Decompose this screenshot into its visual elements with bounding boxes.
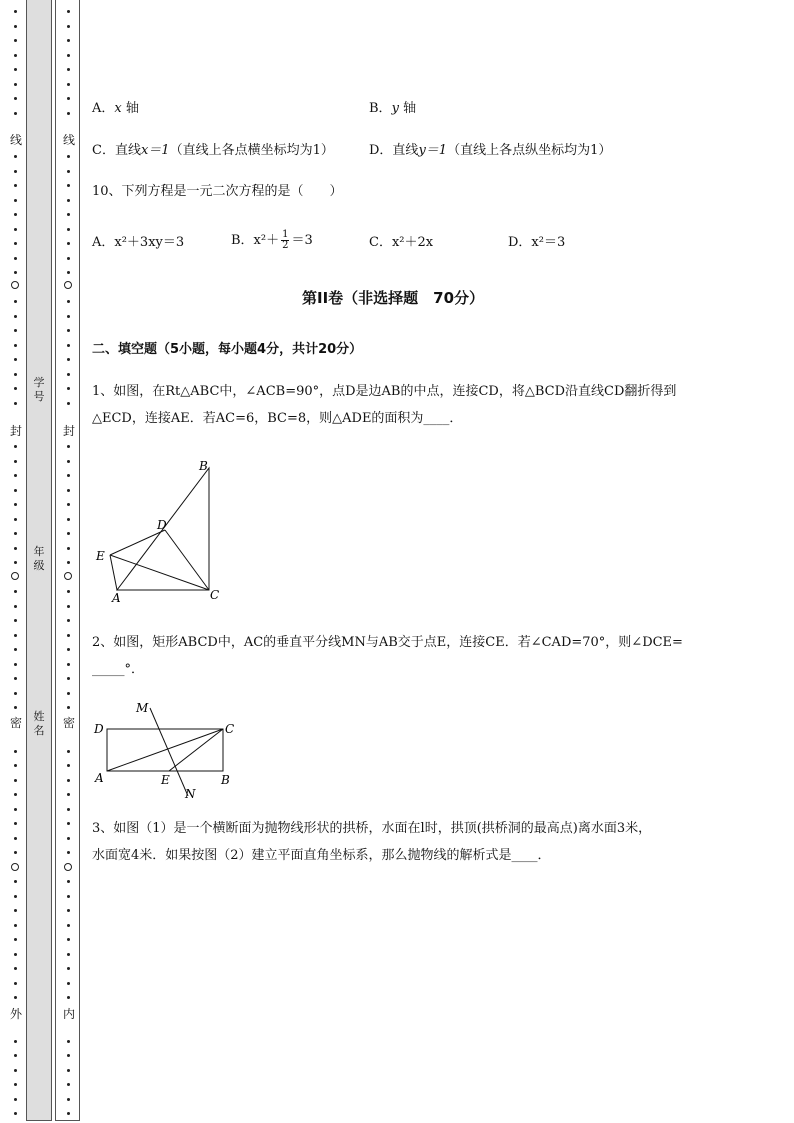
binding-dot	[14, 938, 17, 941]
binding-dot	[67, 663, 70, 666]
q10-option-a: A．x²＋3xy＝3	[92, 235, 185, 250]
binding-dot	[14, 648, 17, 651]
binding-ring	[64, 281, 72, 289]
inner-mark-feng: 封	[63, 424, 76, 438]
binding-dot	[14, 445, 17, 448]
binding-dot	[14, 489, 17, 492]
binding-dot	[67, 895, 70, 898]
binding-dot	[14, 402, 17, 405]
label-d: D	[157, 518, 167, 532]
binding-dot	[67, 924, 70, 927]
binding-dot	[14, 619, 17, 622]
binding-dot	[67, 184, 70, 187]
binding-dot	[67, 1069, 70, 1072]
binding-dot	[14, 68, 17, 71]
binding-ring	[64, 572, 72, 580]
binding-dot	[67, 793, 70, 796]
binding-dot	[67, 764, 70, 767]
binding-dot	[14, 300, 17, 303]
segment-ed	[110, 530, 165, 555]
binding-dot	[67, 605, 70, 608]
binding-dot	[14, 1112, 17, 1115]
label-c2: C	[225, 722, 235, 736]
fill-blank-section-title: 二、填空题（5小题，每小题4分，共计20分）	[92, 342, 363, 357]
binding-ring	[11, 863, 19, 871]
binding-dot	[67, 358, 70, 361]
binding-dot	[67, 1098, 70, 1101]
binding-dot	[67, 953, 70, 956]
segment-ec	[110, 555, 209, 590]
binding-dot	[67, 634, 70, 637]
binding-dot	[67, 982, 70, 985]
fraction-one-half: $\frac{1}{2}$	[282, 229, 289, 251]
binding-dot	[67, 387, 70, 390]
binding-dot	[67, 909, 70, 912]
outer-mark-feng: 封	[10, 424, 23, 438]
binding-dot	[67, 300, 70, 303]
binding-dot	[67, 489, 70, 492]
binding-dot	[67, 460, 70, 463]
inner-mark-xian: 线	[63, 133, 76, 147]
q1-text-line1: 1、如图，在Rt△ABC中，∠ACB=90°，点D是边AB的中点，连接CD，将△BCD沿直线CD翻折得到	[92, 384, 677, 399]
binding-dot	[14, 996, 17, 999]
label-e2: E	[161, 773, 170, 787]
binding-dot	[67, 242, 70, 245]
binding-dot	[67, 39, 70, 42]
binding-dot	[67, 503, 70, 506]
binding-dot	[14, 764, 17, 767]
binding-dot	[14, 967, 17, 970]
binding-dot	[14, 329, 17, 332]
binding-dot	[67, 228, 70, 231]
binding-dot	[14, 25, 17, 28]
binding-dot	[14, 982, 17, 985]
binding-dot	[14, 39, 17, 42]
part2-title: 第II卷（非选择题 70分）	[302, 289, 485, 307]
binding-dot	[14, 97, 17, 100]
binding-dot	[67, 54, 70, 57]
binding-dot	[67, 97, 70, 100]
binding-dot	[14, 271, 17, 274]
binding-dot	[14, 1040, 17, 1043]
q9-option-d: D．直线y＝1（直线上各点纵坐标均为1）	[369, 143, 612, 158]
binding-dot	[67, 112, 70, 115]
inner-mark-mi: 密	[63, 716, 76, 730]
label-d2: D	[94, 722, 104, 736]
q3-text-line2: 水面宽4米．如果按图（2）建立平面直角坐标系，那么抛物线的解析式是____．	[92, 848, 551, 863]
q2-rectangle-figure	[92, 696, 242, 804]
binding-dot	[67, 779, 70, 782]
binding-dot	[67, 822, 70, 825]
binding-dot	[67, 1083, 70, 1086]
binding-dot	[14, 793, 17, 796]
label-m: M	[136, 701, 149, 715]
label-a2: A	[95, 771, 104, 785]
binding-dot	[14, 851, 17, 854]
q1-text-line2: △ECD，连接AE．若AC=6，BC=8，则△ADE的面积为____．	[92, 411, 463, 426]
binding-dot	[14, 315, 17, 318]
binding-dot	[67, 402, 70, 405]
binding-dot	[67, 83, 70, 86]
binding-dot	[14, 10, 17, 13]
binding-dot	[14, 155, 17, 158]
binding-dot	[14, 518, 17, 521]
binding-dot	[14, 83, 17, 86]
binding-dot	[14, 1098, 17, 1101]
binding-dot	[14, 344, 17, 347]
binding-dot	[14, 532, 17, 535]
binding-dot	[14, 677, 17, 680]
binding-dot	[14, 750, 17, 753]
binding-ring	[11, 281, 19, 289]
binding-dot	[14, 257, 17, 260]
binding-dot	[14, 561, 17, 564]
binding-dot	[67, 677, 70, 680]
q10-option-c: C．x²＋2x	[369, 235, 434, 250]
binding-ring	[11, 572, 19, 580]
binding-dot	[14, 54, 17, 57]
binding-dot	[14, 706, 17, 709]
binding-dot	[14, 184, 17, 187]
q10-option-b: B．x²＋ $\frac{1}{2}$ ＝3	[231, 229, 313, 251]
q9-option-a: A．x 轴	[92, 101, 139, 116]
binding-dot	[14, 909, 17, 912]
outer-dotted-line	[10, 0, 22, 1123]
binding-dot	[14, 779, 17, 782]
binding-dot	[14, 953, 17, 956]
q3-text-line1: 3、如图（1）是一个横断面为抛物线形状的拱桥，水面在l时，拱顶(拱桥洞的最高点)离水面3米，	[92, 821, 652, 836]
binding-dot	[14, 605, 17, 608]
binding-dot	[67, 213, 70, 216]
binding-dot	[67, 474, 70, 477]
binding-dot	[14, 373, 17, 376]
binding-dot	[14, 808, 17, 811]
binding-dot	[67, 590, 70, 593]
label-b: B	[199, 459, 208, 473]
binding-dot	[67, 199, 70, 202]
label-c: C	[210, 588, 220, 602]
binding-dot	[67, 706, 70, 709]
field-student-id: 学号	[33, 376, 45, 403]
binding-dot	[67, 344, 70, 347]
binding-dot	[67, 10, 70, 13]
binding-dot	[67, 315, 70, 318]
binding-dot	[14, 199, 17, 202]
binding-dot	[67, 532, 70, 535]
binding-dot	[14, 503, 17, 506]
binding-dot	[14, 358, 17, 361]
binding-dot	[14, 822, 17, 825]
binding-dot	[67, 648, 70, 651]
binding-dot	[67, 938, 70, 941]
label-n: N	[185, 787, 196, 801]
binding-dot	[67, 271, 70, 274]
binding-dot	[67, 257, 70, 260]
segment-ce	[169, 729, 223, 771]
binding-dot	[14, 474, 17, 477]
binding-dot	[14, 692, 17, 695]
binding-dot	[14, 663, 17, 666]
q10-option-d: D．x²＝3	[508, 235, 566, 250]
binding-dot	[67, 750, 70, 753]
binding-dot	[67, 561, 70, 564]
binding-dot	[14, 880, 17, 883]
inner-dotted-line	[63, 0, 75, 1123]
binding-dot	[67, 518, 70, 521]
segment-cd	[165, 530, 209, 590]
binding-dot	[67, 1054, 70, 1057]
label-e: E	[96, 549, 105, 563]
outer-mark-xian: 线	[10, 133, 23, 147]
binding-dot	[67, 68, 70, 71]
binding-dot	[67, 1112, 70, 1115]
binding-dot	[67, 851, 70, 854]
inner-mark-nei: 内	[63, 1007, 76, 1021]
binding-dot	[14, 547, 17, 550]
binding-dot	[67, 808, 70, 811]
binding-dot	[67, 170, 70, 173]
binding-dot	[67, 373, 70, 376]
binding-dot	[67, 329, 70, 332]
label-b2: B	[221, 773, 230, 787]
q10-stem: 10、下列方程是一元二次方程的是（ ）	[92, 184, 343, 199]
binding-dot	[14, 228, 17, 231]
binding-dot	[14, 1069, 17, 1072]
binding-dot	[67, 880, 70, 883]
binding-dot	[67, 996, 70, 999]
q2-text-line2: _____°．	[92, 662, 145, 677]
binding-dot	[14, 895, 17, 898]
binding-dot	[14, 837, 17, 840]
binding-dot	[67, 1040, 70, 1043]
q9-option-c: C．直线x＝1（直线上各点横坐标均为1）	[92, 143, 334, 158]
binding-dot	[14, 213, 17, 216]
binding-dot	[67, 155, 70, 158]
binding-dot	[14, 460, 17, 463]
binding-dot	[14, 634, 17, 637]
binding-dot	[14, 170, 17, 173]
label-a: A	[112, 591, 121, 605]
binding-dot	[14, 924, 17, 927]
binding-dot	[14, 242, 17, 245]
binding-dot	[67, 967, 70, 970]
field-grade: 年级	[33, 545, 45, 572]
q9-option-b: B．y 轴	[369, 101, 417, 116]
binding-dot	[14, 112, 17, 115]
binding-dot	[67, 619, 70, 622]
binding-dot	[14, 1054, 17, 1057]
q2-text-line1: 2、如图，矩形ABCD中，AC的垂直平分线MN与AB交于点E，连接CE．若∠CAD=70°，则∠DCE=	[92, 635, 683, 650]
binding-dot	[67, 547, 70, 550]
binding-dot	[14, 1083, 17, 1086]
diagonal-ac	[107, 729, 223, 771]
field-name: 姓名	[33, 710, 45, 737]
binding-dot	[67, 837, 70, 840]
binding-dot	[14, 387, 17, 390]
outer-mark-mi: 密	[10, 716, 23, 730]
binding-dot	[14, 590, 17, 593]
binding-ring	[64, 863, 72, 871]
outer-mark-wai: 外	[10, 1007, 23, 1021]
binding-dot	[67, 445, 70, 448]
binding-dot	[67, 692, 70, 695]
binding-dot	[67, 25, 70, 28]
q1-triangle-figure	[92, 456, 232, 606]
segment-ea	[110, 555, 117, 590]
binding-margin	[0, 0, 82, 1123]
